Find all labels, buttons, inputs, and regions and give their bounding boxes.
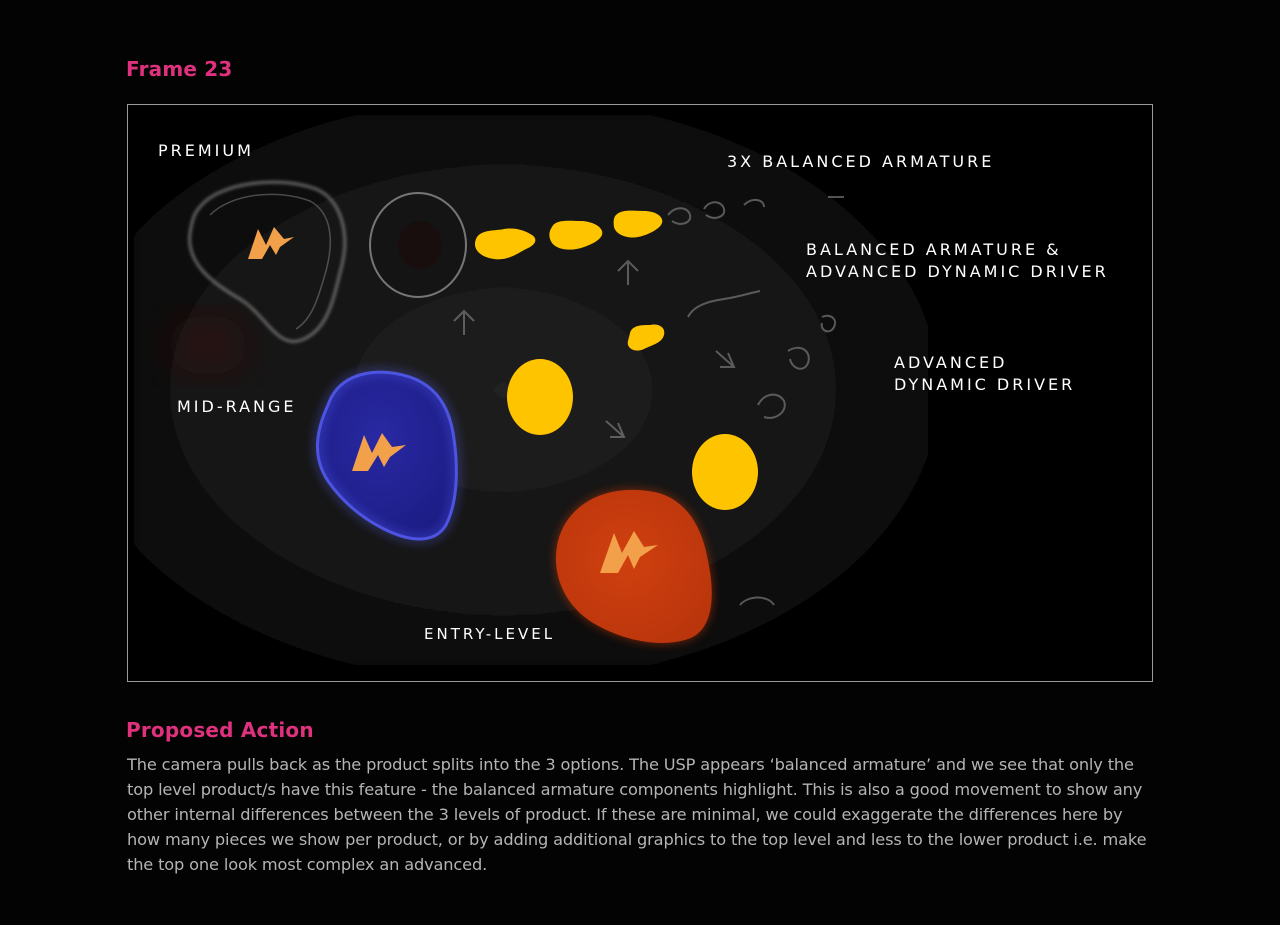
dynamic-driver-mid-icon [507,359,573,435]
label-add-line2: DYNAMIC DRIVER [894,375,1076,394]
storyboard-frame [127,104,1153,682]
label-ba-and-add [806,239,1109,283]
label-ba-and-add-line1: BALANCED ARMATURE & [806,240,1062,259]
proposed-action-description: The camera pulls back as the product splits into the 3 options. The USP appears ‘balanced armature’ and we see that only the top level product/s have this feature - the balanced armature components highlight. This is also a good movement to show any other internal differences between the 3 levels of product. If these are minimal, we could exaggerate the differences here by how many pieces we show per product, or by adding additional graphics to the top level and less to the lower product i.e. make the top one look most complex an advanced. [127,755,1147,874]
label-advanced-dynamic-driver [894,352,1075,396]
label-ba-and-add-line2: ADVANCED DYNAMIC DRIVER [806,262,1109,281]
proposed-action-title: Proposed Action [126,718,314,742]
label-mid-range: MID-RANGE [177,397,297,416]
label-3x-balanced-armature: 3X BALANCED ARMATURE [727,152,995,171]
label-premium: PREMIUM [158,141,254,160]
background-blur-red [168,315,248,375]
label-entry-level: ENTRY-LEVEL [424,625,556,643]
dynamic-driver-premium-icon [692,434,758,510]
frame-title: Frame 23 [126,57,233,81]
label-add-line1: ADVANCED [894,353,1008,372]
faceplate-inner [398,221,442,269]
